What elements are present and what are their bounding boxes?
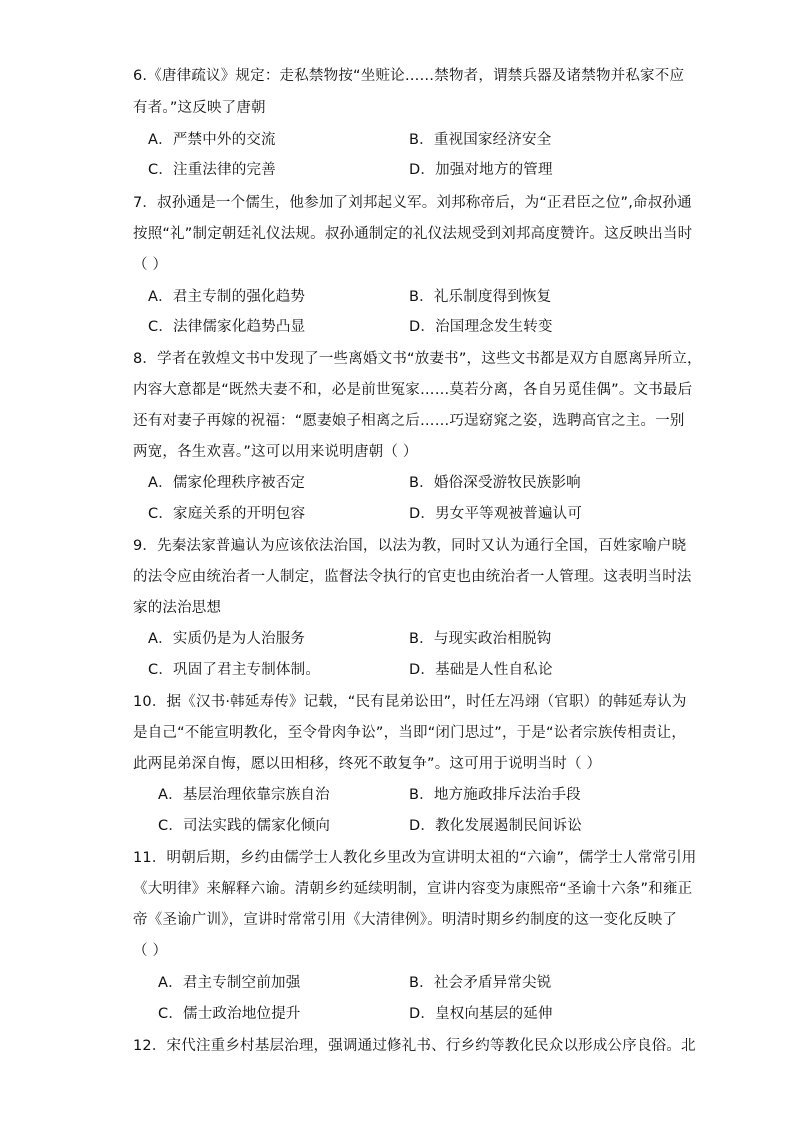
question-6-option-b: B．重视国家经济安全 bbox=[409, 132, 552, 148]
question-8-line-4: 两宽，各生欢喜。”这可以用来说明唐朝（ ） bbox=[133, 444, 418, 460]
question-9-option-b: B．与现实政治相脱钩 bbox=[409, 631, 552, 647]
question-11-option-b: B．社会矛盾异常尖锐 bbox=[409, 975, 552, 991]
question-9-option-a: A．实质仍是为人治服务 bbox=[148, 631, 306, 647]
question-7-option-c: C．法律儒家化趋势凸显 bbox=[148, 319, 306, 335]
question-7-option-a: A．君主专制的强化趋势 bbox=[148, 289, 306, 305]
question-10-option-a: A．基层治理依靠宗族自治 bbox=[158, 787, 330, 803]
question-10-option-b: B．地方施政排斥法治手段 bbox=[409, 787, 581, 803]
question-11-line-3: 帝《圣谕广训》，宣讲时常常引用《大清律例》。明清时期乡约制度的这一变化反映了 bbox=[133, 912, 678, 928]
question-11-line-4: （ ） bbox=[133, 943, 168, 959]
question-8-line-2: 内容大意都是“既然夫妻不和，必是前世冤家……莫若分离，各自另觅佳偶”。文书最后 bbox=[133, 382, 693, 398]
question-6-option-c: C．注重法律的完善 bbox=[148, 162, 276, 178]
question-8-line-3: 还有对妻子再嫁的祝福：“愿妻娘子相离之后……巧逞窈窕之姿，选聘高官之主。一别 bbox=[133, 413, 685, 429]
question-6-option-d: D．加强对地方的管理 bbox=[409, 162, 553, 178]
question-9-option-c: C．巩固了君主专制体制。 bbox=[148, 662, 321, 678]
question-11-option-c: C．儒士政治地位提升 bbox=[158, 1006, 301, 1022]
question-8-option-d: D．男女平等观被普遍认可 bbox=[409, 506, 583, 522]
question-10-option-c: C．司法实践的儒家化倾向 bbox=[158, 818, 331, 834]
question-6-option-a: A．严禁中外的交流 bbox=[148, 132, 276, 148]
question-11-option-d: D．皇权向基层的延伸 bbox=[409, 1006, 553, 1022]
question-6-line-1: 6.《唐律疏议》规定：走私禁物按“坐赃论……禁物者，谓禁兵器及诸禁物并私家不应 bbox=[133, 68, 685, 84]
question-7-line-2: 按照“礼”制定朝廷礼仪法规。叔孙通制定的礼仪法规受到刘邦高度赞许。这反映出当时 bbox=[133, 226, 693, 242]
question-7-line-3: （ ） bbox=[133, 257, 168, 273]
question-10-line-1: 10．据《汉书·韩延寿传》记载，“民有昆弟讼田”，时任左冯翊（官职）的韩延寿认为 bbox=[133, 694, 687, 710]
question-10-option-d: D．教化发展遏制民间诉讼 bbox=[409, 818, 583, 834]
question-8-option-a: A．儒家伦理秩序被否定 bbox=[148, 475, 306, 491]
question-7-option-d: D．治国理念发生转变 bbox=[409, 319, 553, 335]
question-9-line-3: 家的法治思想 bbox=[133, 600, 222, 616]
question-7-option-b: B．礼乐制度得到恢复 bbox=[409, 289, 552, 305]
question-11-line-1: 11．明朝后期，乡约由儒学士人教化乡里改为宣讲明太祖的“六谕”，儒学士人常常引用 bbox=[133, 850, 697, 866]
question-10-line-2: 是自己“不能宣明教化，至令骨肉争讼”，当即“闭门思过”，于是“讼者宗族传相责让， bbox=[133, 725, 687, 741]
question-10-line-3: 此两昆弟深自悔，愿以田相移，终死不敢复争”。这可用于说明当时（ ） bbox=[133, 756, 602, 772]
question-7-line-1: 7．叔孙通是一个儒生，他参加了刘邦起义军。刘邦称帝后，为“正君臣之位”,命叔孙通 bbox=[133, 195, 692, 211]
question-8-option-b: B．婚俗深受游牧民族影响 bbox=[409, 475, 581, 491]
question-9-line-2: 的法令应由统治者一人制定，监督法令执行的官吏也由统治者一人管理。这表明当时法 bbox=[133, 569, 692, 585]
question-6-line-2: 有者。”这反映了唐朝 bbox=[133, 100, 266, 116]
question-9-line-1: 9．先秦法家普遍认为应该依法治国，以法为教，同时又认为通行全国，百姓家喻户晓 bbox=[133, 538, 687, 554]
question-9-option-d: D．基础是人性自私论 bbox=[409, 662, 553, 678]
question-12-line-1: 12．宋代注重乡村基层治理，强调通过修礼书、行乡约等教化民众以形成公序良俗。北 bbox=[133, 1038, 696, 1054]
question-8-line-1: 8．学者在敦煌文书中发现了一些离婚文书“放妻书”，这些文书都是双方自愿离异所立， bbox=[133, 351, 702, 367]
question-11-line-2: 《大明律》来解释六谕。清朝乡约延续明制，宣讲内容变为康熙帝“圣谕十六条”和雍正 bbox=[133, 881, 693, 897]
question-8-option-c: C．家庭关系的开明包容 bbox=[148, 506, 306, 522]
question-11-option-a: A．君主专制空前加强 bbox=[158, 975, 301, 991]
